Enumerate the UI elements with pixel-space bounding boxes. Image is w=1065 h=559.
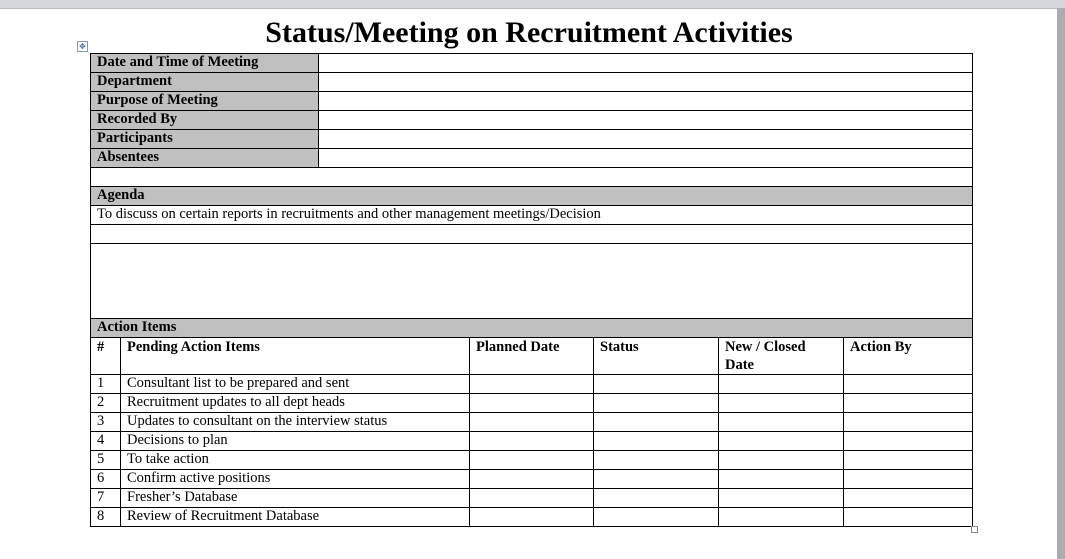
planned-date-cell[interactable]	[470, 470, 594, 489]
table-row	[91, 413, 973, 432]
table-row	[91, 470, 973, 489]
table-resize-handle[interactable]	[971, 526, 978, 533]
info-row	[91, 130, 973, 149]
row-number: 4	[91, 432, 121, 451]
planned-date-cell[interactable]	[470, 451, 594, 470]
info-value-field[interactable]	[319, 149, 973, 168]
info-row	[91, 92, 973, 111]
action-item[interactable]: Confirm active positions	[121, 470, 470, 489]
info-value-field[interactable]	[319, 73, 973, 92]
agenda-text[interactable]: To discuss on certain reports in recruitments and other management meetings/Decision	[91, 206, 973, 225]
row-number: 8	[91, 508, 121, 527]
row-number: 1	[91, 375, 121, 394]
status-cell[interactable]	[594, 432, 719, 451]
new-closed-date-cell[interactable]	[719, 470, 844, 489]
action-item[interactable]: Consultant list to be prepared and sent	[121, 375, 470, 394]
status-cell[interactable]	[594, 508, 719, 527]
action-by-cell[interactable]	[844, 470, 973, 489]
column-header: Action By	[844, 338, 973, 375]
agenda-table	[90, 167, 973, 319]
meeting-info-table	[90, 53, 973, 168]
action-items-table	[90, 318, 973, 527]
action-by-cell[interactable]	[844, 432, 973, 451]
row-number: 3	[91, 413, 121, 432]
table-row	[91, 375, 973, 394]
blank-row[interactable]	[91, 225, 973, 244]
row-number: 7	[91, 489, 121, 508]
table-row	[91, 432, 973, 451]
planned-date-cell[interactable]	[470, 508, 594, 527]
info-row	[91, 111, 973, 130]
info-row	[91, 73, 973, 92]
new-closed-date-cell[interactable]	[719, 432, 844, 451]
blank-row[interactable]	[91, 168, 973, 187]
table-row	[91, 451, 973, 470]
info-row	[91, 149, 973, 168]
action-item[interactable]: Recruitment updates to all dept heads	[121, 394, 470, 413]
new-closed-date-cell[interactable]	[719, 451, 844, 470]
info-label: Date and Time of Meeting	[91, 54, 319, 73]
info-label: Participants	[91, 130, 319, 149]
info-row	[91, 54, 973, 73]
vertical-scrollbar[interactable]	[1057, 8, 1065, 559]
status-cell[interactable]	[594, 470, 719, 489]
row-number: 2	[91, 394, 121, 413]
action-by-cell[interactable]	[844, 489, 973, 508]
column-header: #	[91, 338, 121, 375]
status-cell[interactable]	[594, 451, 719, 470]
info-value-field[interactable]	[319, 130, 973, 149]
info-label: Recorded By	[91, 111, 319, 130]
info-value-field[interactable]	[319, 54, 973, 73]
new-closed-date-cell[interactable]	[719, 394, 844, 413]
action-by-cell[interactable]	[844, 375, 973, 394]
planned-date-cell[interactable]	[470, 394, 594, 413]
info-value-field[interactable]	[319, 92, 973, 111]
toolbar-strip	[0, 0, 1065, 9]
new-closed-date-cell[interactable]	[719, 508, 844, 527]
planned-date-cell[interactable]	[470, 432, 594, 451]
action-item[interactable]: To take action	[121, 451, 470, 470]
action-by-cell[interactable]	[844, 451, 973, 470]
action-by-cell[interactable]	[844, 508, 973, 527]
planned-date-cell[interactable]	[470, 413, 594, 432]
info-label: Absentees	[91, 149, 319, 168]
new-closed-date-cell[interactable]	[719, 413, 844, 432]
status-cell[interactable]	[594, 489, 719, 508]
row-number: 5	[91, 451, 121, 470]
info-value-field[interactable]	[319, 111, 973, 130]
table-move-handle-icon[interactable]: ✥	[77, 41, 88, 52]
table-row	[91, 394, 973, 413]
action-by-cell[interactable]	[844, 413, 973, 432]
action-item[interactable]: Fresher’s Database	[121, 489, 470, 508]
column-header: New / Closed Date	[719, 338, 844, 375]
table-row	[91, 489, 973, 508]
new-closed-date-cell[interactable]	[719, 375, 844, 394]
action-items-header: Action Items	[91, 319, 973, 338]
info-label: Department	[91, 73, 319, 92]
table-row	[91, 508, 973, 527]
column-header: Status	[594, 338, 719, 375]
page-title: Status/Meeting on Recruitment Activities	[265, 16, 793, 49]
notes-area[interactable]	[91, 244, 973, 319]
agenda-header: Agenda	[91, 187, 973, 206]
status-cell[interactable]	[594, 375, 719, 394]
action-item[interactable]: Review of Recruitment Database	[121, 508, 470, 527]
status-cell[interactable]	[594, 413, 719, 432]
action-item[interactable]: Updates to consultant on the interview status	[121, 413, 470, 432]
column-header: Pending Action Items	[121, 338, 470, 375]
planned-date-cell[interactable]	[470, 375, 594, 394]
info-label: Purpose of Meeting	[91, 92, 319, 111]
planned-date-cell[interactable]	[470, 489, 594, 508]
new-closed-date-cell[interactable]	[719, 489, 844, 508]
status-cell[interactable]	[594, 394, 719, 413]
row-number: 6	[91, 470, 121, 489]
column-header: Planned Date	[470, 338, 594, 375]
action-by-cell[interactable]	[844, 394, 973, 413]
action-item[interactable]: Decisions to plan	[121, 432, 470, 451]
